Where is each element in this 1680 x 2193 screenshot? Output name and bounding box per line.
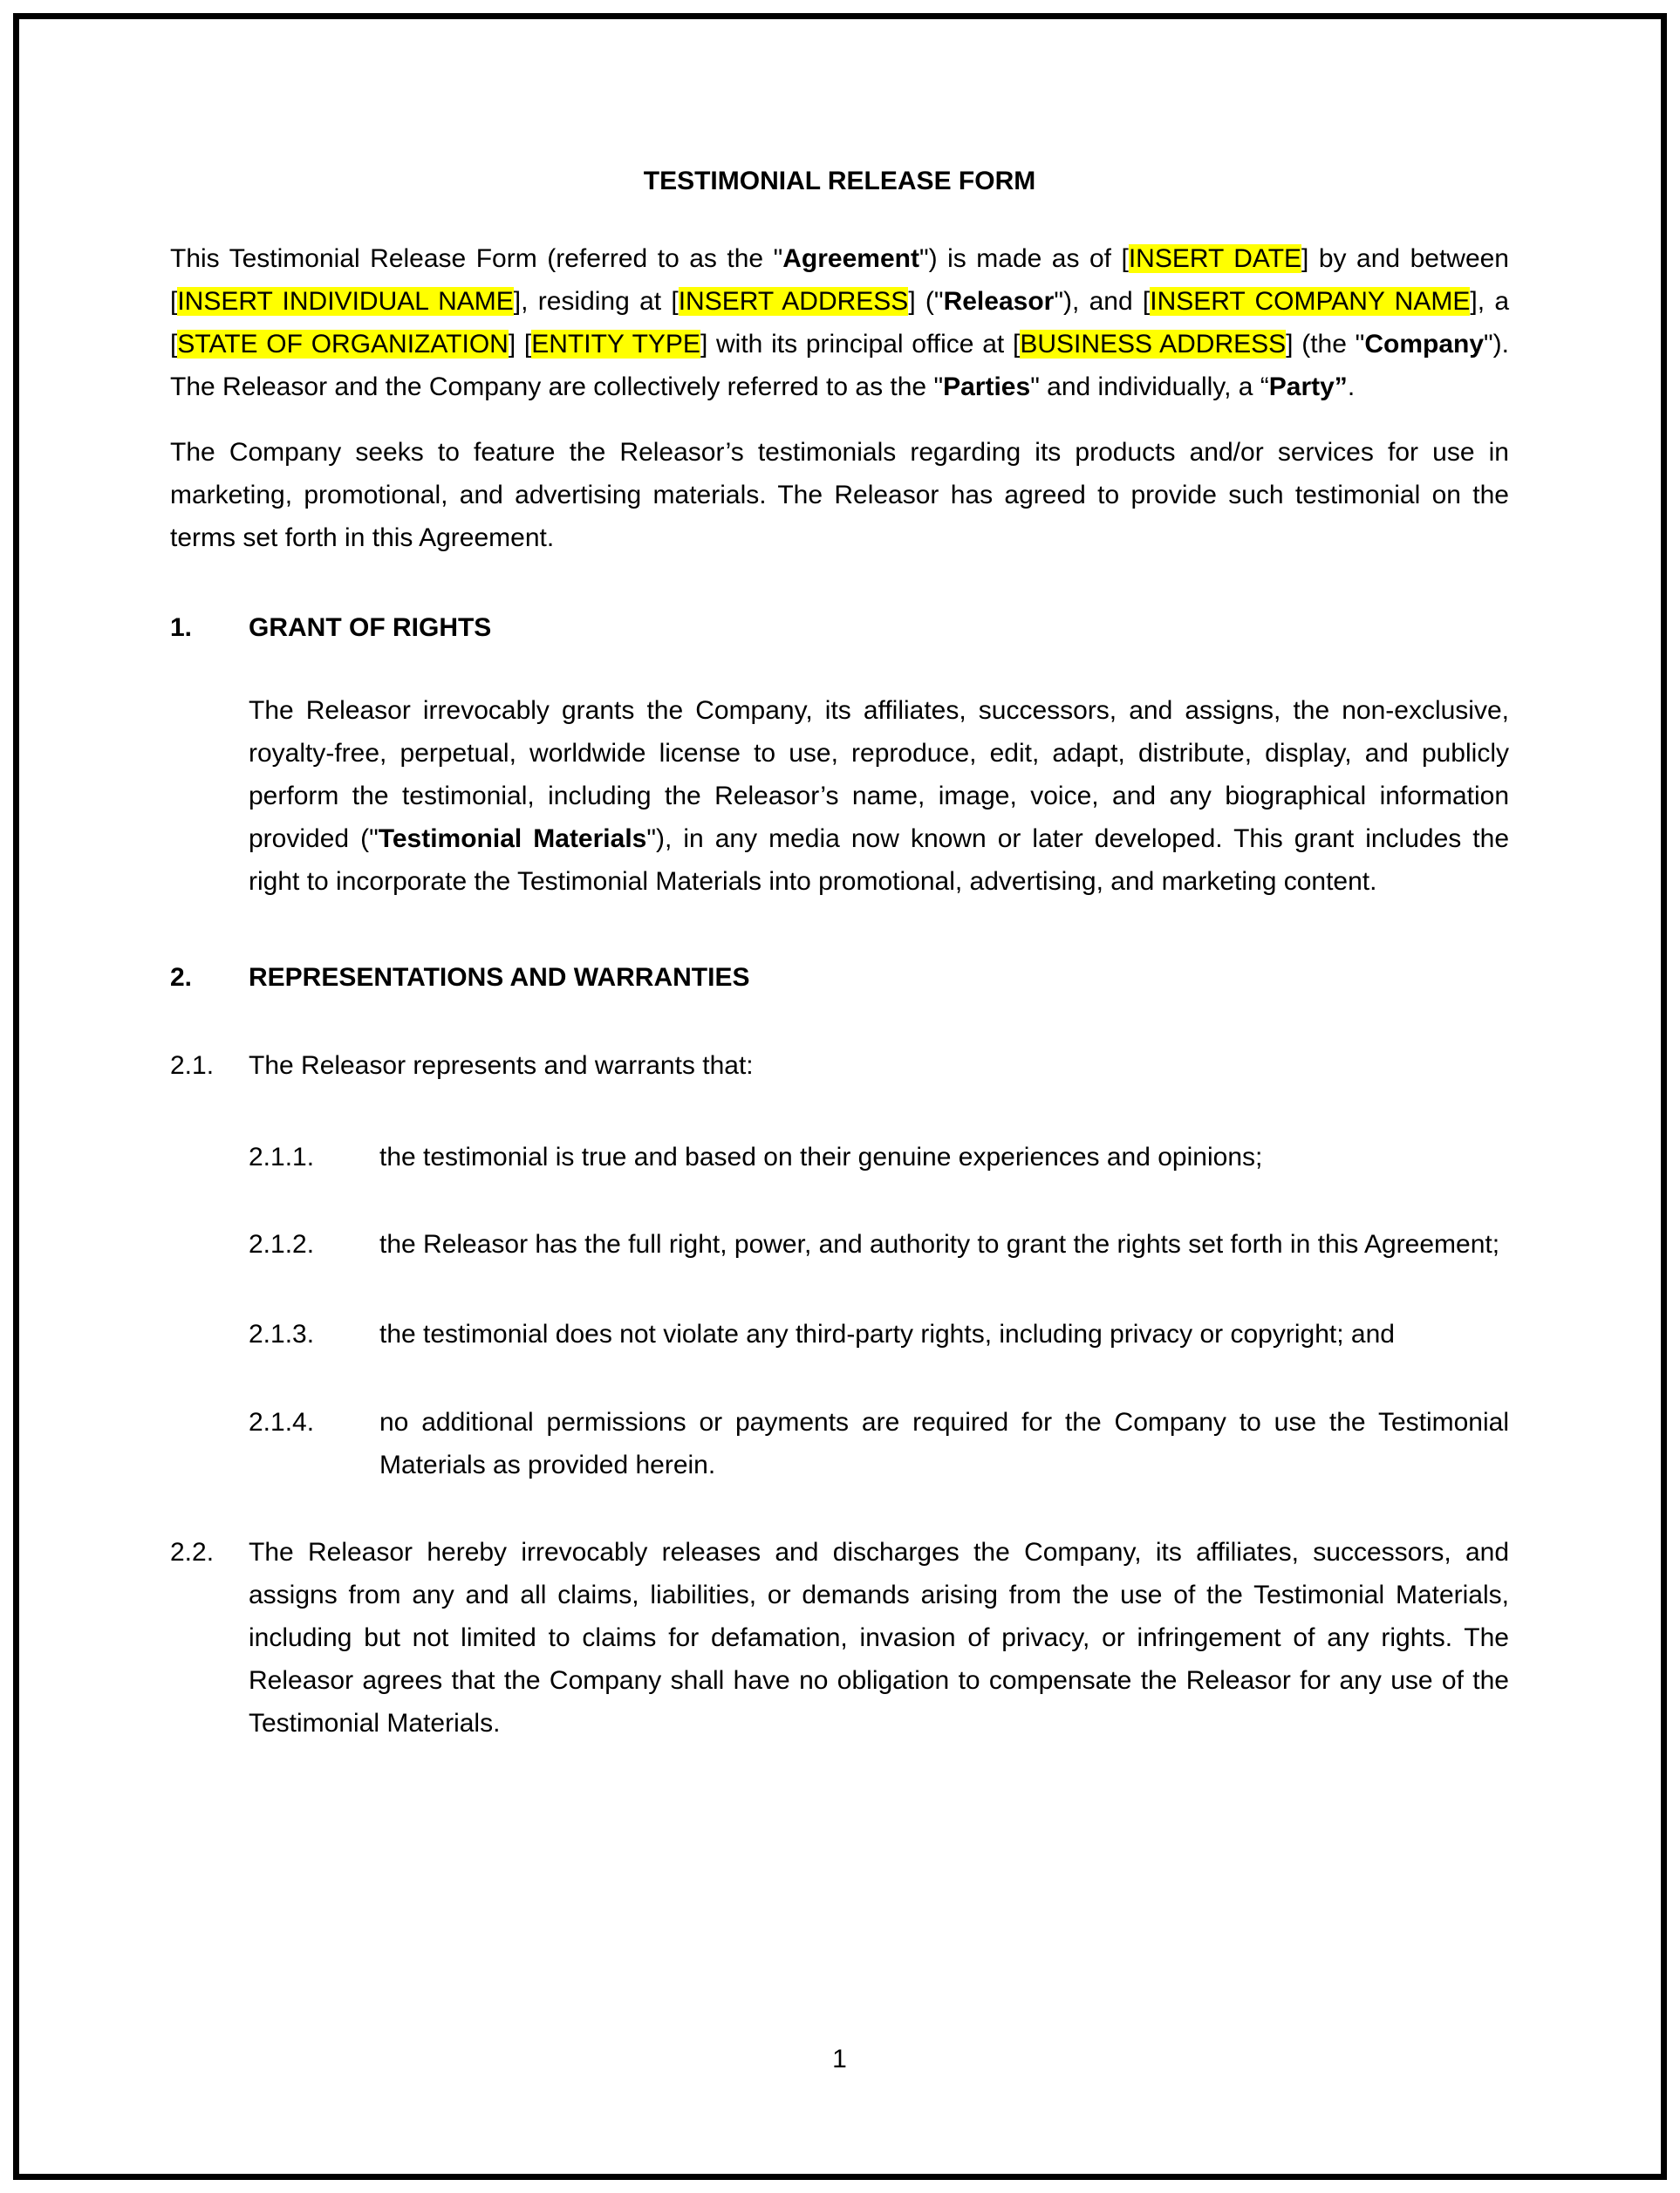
clause-2-1-text	[249, 1044, 1509, 1087]
text-run: ] with its principal office at [	[700, 330, 1021, 359]
text-run: the Releasor has the full right, power, and authority to grant the rights set forth in this Agreement;	[379, 1230, 1500, 1259]
text-run: ] (the "	[1286, 330, 1365, 359]
text-run: ], residing at [	[513, 287, 679, 316]
clause-2-2-text	[249, 1531, 1509, 1745]
clause-2-1-2	[249, 1223, 1509, 1266]
text-run: Agreement	[782, 244, 919, 273]
page-number: 1	[832, 2045, 847, 2073]
section-2-heading	[170, 956, 1509, 999]
text-run: "), and [	[1054, 287, 1151, 316]
section-2-number: 2.	[170, 963, 193, 992]
highlighted-placeholder: INSERT INDIVIDUAL NAME	[177, 287, 514, 316]
intro-paragraph-2	[170, 431, 1509, 559]
clause-2-1-1-number: 2.1.1.	[249, 1143, 315, 1172]
text-run: Party”	[1268, 372, 1348, 401]
clause-2-1-1	[249, 1136, 1509, 1178]
text-run: This Testimonial Release Form (referred to as the "	[170, 244, 783, 273]
text-run: Company	[1364, 330, 1485, 359]
text-run: The Company seeks to feature the Releasor’s testimonials regarding its products and/or services for use in marketing, promotional, and advertising materials. The Releasor has agreed to provide such testimonial on the terms set forth in this Agreement.	[170, 438, 1509, 552]
section-1-heading	[170, 606, 1509, 649]
document-content	[170, 160, 1509, 1745]
text-run: Parties	[943, 372, 1031, 401]
document-title: TESTIMONIAL RELEASE FORM	[643, 167, 1036, 195]
clause-2-2	[170, 1531, 1509, 1745]
text-run: ] [	[508, 330, 532, 359]
text-run: Releasor	[943, 287, 1055, 316]
clause-2-1-4	[249, 1401, 1509, 1486]
text-run: ") is made as of [	[919, 244, 1129, 273]
section-1-number: 1.	[170, 613, 193, 642]
text-run: "). The Releasor and the Company are collectively referred to as the "	[170, 330, 1509, 401]
clause-2-1-4-text	[379, 1401, 1509, 1486]
clause-2-1-1-text	[379, 1136, 1509, 1178]
clause-2-1	[170, 1044, 1509, 1087]
highlighted-placeholder: BUSINESS ADDRESS	[1020, 330, 1287, 359]
text-run: Testimonial Materials	[378, 824, 647, 853]
section-1-heading-label: GRANT OF RIGHTS	[249, 613, 492, 642]
text-run: The Releasor represents and warrants that:	[249, 1051, 754, 1080]
highlighted-placeholder: INSERT COMPANY NAME	[1150, 287, 1471, 316]
text-run: ] by and between [	[170, 244, 1509, 316]
clause-2-1-3	[249, 1313, 1509, 1356]
highlighted-placeholder: INSERT DATE	[1128, 244, 1302, 273]
highlighted-placeholder: STATE OF ORGANIZATION	[177, 330, 509, 359]
text-run: "), in any media now known or later developed. This grant includes the right to incorporate the Testimonial Materials into promotional, advertising, and marketing content.	[249, 824, 1509, 896]
text-run: ], a [	[170, 287, 1509, 359]
section-1-body	[249, 689, 1509, 903]
clause-2-1-number: 2.1.	[170, 1051, 215, 1080]
text-run: the testimonial does not violate any third-party rights, including privacy or copyright; and	[379, 1320, 1395, 1349]
text-run: .	[1347, 372, 1356, 401]
text-run: no additional permissions or payments are required for the Company to use the Testimonial Materials as provided herein.	[379, 1408, 1509, 1479]
section-2-heading-label: REPRESENTATIONS AND WARRANTIES	[249, 963, 750, 992]
clause-2-2-number: 2.2.	[170, 1538, 215, 1567]
intro-paragraph-1	[170, 237, 1509, 408]
text-run: the testimonial is true and based on their genuine experiences and opinions;	[379, 1143, 1263, 1172]
highlighted-placeholder: INSERT ADDRESS	[678, 287, 909, 316]
clause-2-1-4-number: 2.1.4.	[249, 1408, 315, 1437]
text-run: The Releasor hereby irrevocably releases and discharges the Company, its affiliates, successors, and assigns from any and all claims, liabilities, or demands arising from the use of the Testimonial Materials, including but not limited to claims for defamation, invasion of privacy, or infringement of any rights. The Releasor agrees that the Company shall have no obligation to compensate the Releasor for any use of the Testimonial Materials.	[249, 1538, 1509, 1738]
text-run: " and individually, a “	[1030, 372, 1269, 401]
clause-2-1-3-text	[379, 1313, 1509, 1356]
clause-2-1-2-text	[379, 1223, 1509, 1266]
clause-2-1-2-number: 2.1.2.	[249, 1230, 315, 1259]
clause-2-1-3-number: 2.1.3.	[249, 1320, 315, 1349]
text-run: The Releasor irrevocably grants the Company, its affiliates, successors, and assigns, the non-exclusive, royalty-free, perpetual, worldwide license to use, reproduce, edit, adapt, distribute, display, and publicly perform the testimonial, including the Releasor’s name, image, voice, and any biographical information provided ("	[249, 696, 1509, 853]
text-run: ] ("	[908, 287, 944, 316]
highlighted-placeholder: ENTITY TYPE	[531, 330, 700, 359]
